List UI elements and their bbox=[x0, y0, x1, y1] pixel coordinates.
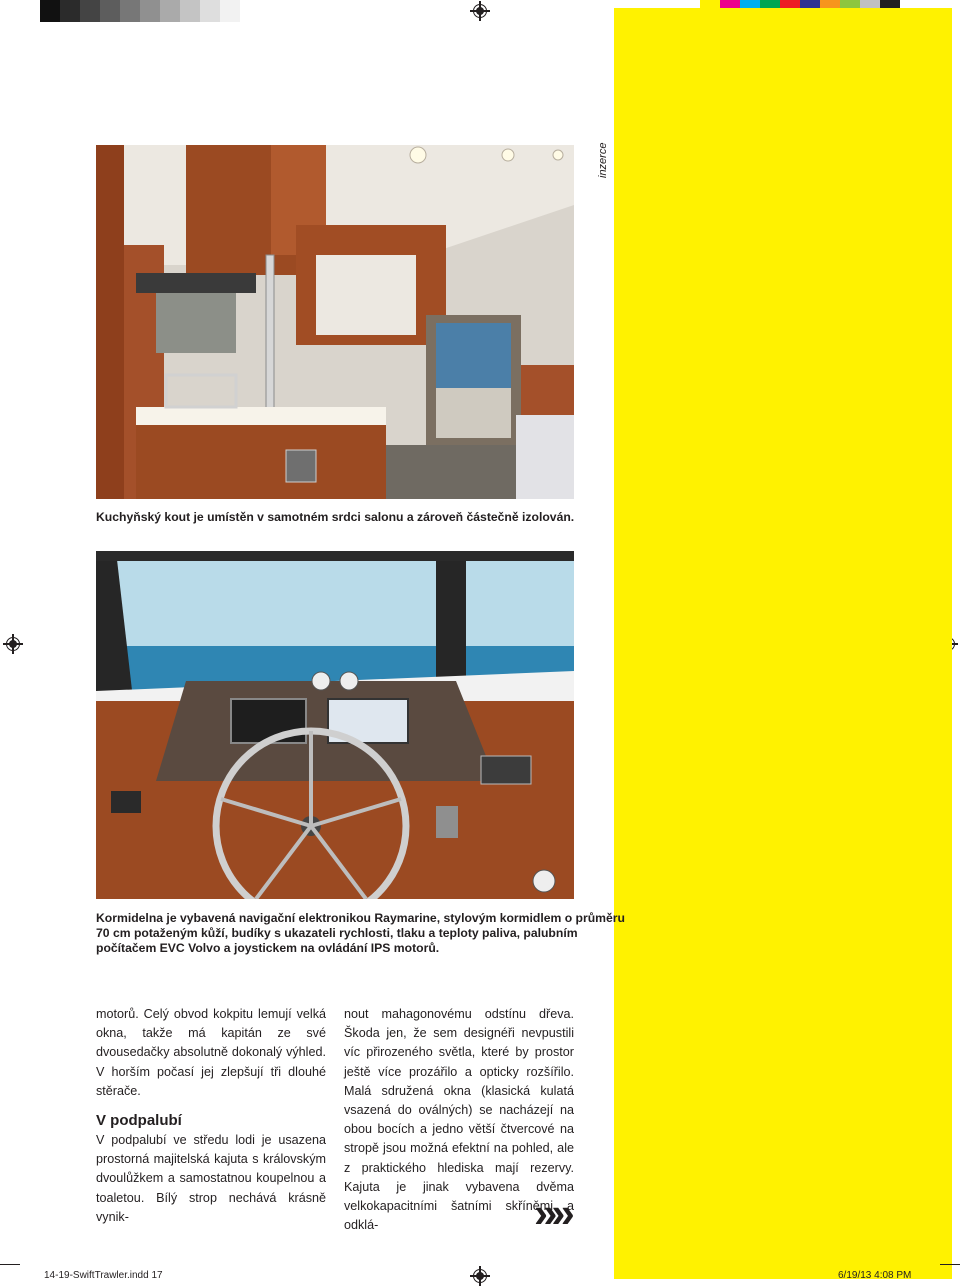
section-label-inzerce: inzerce bbox=[597, 142, 609, 178]
gray-swatch bbox=[180, 0, 200, 22]
gray-swatch bbox=[100, 0, 120, 22]
gray-swatch bbox=[120, 0, 140, 22]
helm-caption-line: Kormidelna je vybavená navigační elektronikou Raymarine, stylovým kormidlem o průměru bbox=[96, 911, 625, 925]
helm-caption bbox=[96, 911, 625, 956]
gray-swatch bbox=[40, 0, 60, 22]
crop-mark bbox=[940, 1264, 960, 1265]
section-heading: V podpalubí bbox=[96, 1112, 182, 1130]
gray-swatch bbox=[60, 0, 80, 22]
slug-filename: 14-19-SwiftTrawler.indd 17 bbox=[44, 1270, 163, 1281]
galley-photo bbox=[96, 145, 574, 499]
registration-mark-icon bbox=[470, 1266, 490, 1286]
gray-swatch bbox=[160, 0, 180, 22]
continue-arrow-icon: »» bbox=[534, 1189, 569, 1236]
article-column-1 bbox=[96, 1005, 326, 1227]
helm-caption-line: počítačem EVC Volvo a joystickem na ovládání IPS motorů. bbox=[96, 941, 440, 955]
paragraph: V podpalubí ve středu lodi je usazena prostorná majitelská kajuta s královským dvoulůžkem a samostatnou koupelnou a toaletou. Bílý strop nechává krásně vynik- bbox=[96, 1133, 326, 1224]
yellow-advertising-panel bbox=[614, 8, 952, 1279]
gray-swatch bbox=[220, 0, 240, 22]
registration-mark-icon bbox=[470, 1, 490, 21]
galley-caption-text: Kuchyňský kout je umístěn v samotném srdci salonu a zároveň částečně izolován. bbox=[96, 510, 575, 524]
paragraph: motorů. Celý obvod kokpitu lemují velká okna, takže má kapitán ze své dvousedačky absolutně dokonalý výhled. V horším počasí jej zlepšují tři dlouhé stěrače. bbox=[96, 1007, 326, 1098]
slug-date: 6/19/13 4:08 PM bbox=[838, 1270, 912, 1281]
gray-swatch bbox=[200, 0, 220, 22]
helm-photo bbox=[96, 551, 574, 899]
galley-caption bbox=[96, 510, 574, 525]
registration-mark-icon bbox=[3, 634, 23, 654]
gray-swatch bbox=[80, 0, 100, 22]
crop-mark bbox=[0, 1264, 20, 1265]
gray-swatch bbox=[140, 0, 160, 22]
helm-caption-line: 70 cm potaženým kůží, budíky s ukazateli rychlosti, tlaku a teploty paliva, palubním bbox=[96, 926, 578, 940]
paragraph: nout mahagonovému odstínu dřeva. Škoda jen, že sem designéři nevpustili víc přirozeného světla, které by prostor ještě více prozářilo a opticky rozšířilo. Malá sdružená okna (klasická kulatá vsazená do oválných) se nacházejí na obou bocích a jedno větší čtvercové na stropě jsou možná efektní na pohled, ale z praktického hlediska mají rezervy. Kajuta je jinak vybavena dvěma velkokapacitními šatními skříněmi a odklá- bbox=[344, 1007, 574, 1233]
